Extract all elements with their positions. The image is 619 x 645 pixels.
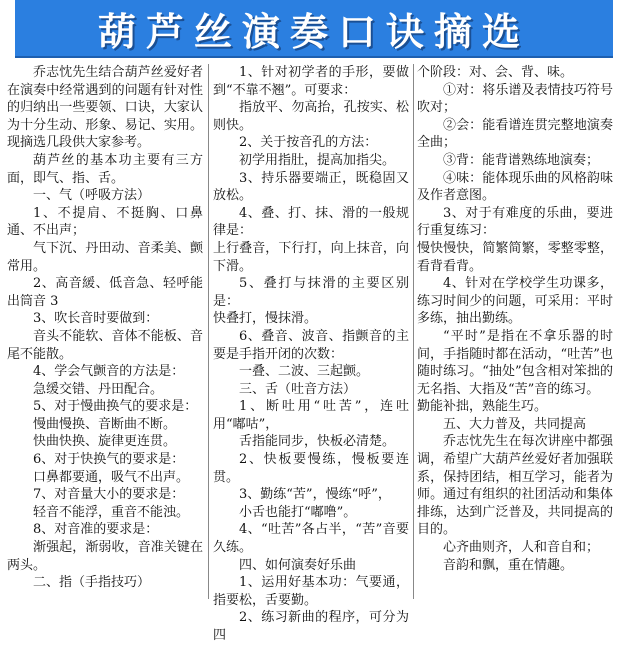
stage-dui: ①对：将乐谱及表情技巧符号吹对； bbox=[417, 82, 613, 116]
breath-rule-3-detail: 音头不能软、音体不能板、音尾不能散。 bbox=[7, 328, 203, 362]
section-heading-breath: 一、气（呼吸方法） bbox=[33, 188, 151, 204]
page-title: 葫芦丝演奏口诀摘选 bbox=[97, 9, 530, 54]
popularize-paragraph: 乔志忱先生在每次讲座中都强调，希望广大葫芦丝爱好者加强联系，保持团结，相互学习，能者为师。通过有组织的社团活动和集体排练，达到广泛普及，共同提高的目的。 bbox=[417, 434, 613, 538]
tongue-rule-4: 4、“吐苦”各占半，“苦”音要久练。 bbox=[213, 522, 409, 556]
breath-rule-1: 1、不提肩、不挺胸、口鼻通、不出声； bbox=[7, 205, 203, 239]
column-2 bbox=[213, 64, 409, 643]
finger-rule-1: 1、针对初学者的手形，要做到“不靠不翘”。可要求： bbox=[213, 65, 409, 98]
column-1 bbox=[7, 64, 203, 599]
title-banner bbox=[15, 0, 613, 58]
breath-rule-3: 3、吹长音时要做到： bbox=[33, 311, 159, 327]
breath-rule-5-detail-a: 慢曲慢换、音断曲不断。 bbox=[33, 416, 177, 432]
performance-rule-3: 3、对于有难度的乐曲，要进行重复练习： bbox=[417, 205, 613, 239]
closing-verse-1: 心齐曲则齐，人和音自和； bbox=[443, 540, 600, 556]
finger-rule-6-detail: 一叠、二波、三起颤。 bbox=[239, 364, 370, 380]
tongue-rule-2: 2、快板要慢练，慢板要连贯。 bbox=[213, 452, 409, 485]
stage-bei: ③背：能背谱熟练地演奏； bbox=[443, 152, 600, 168]
breath-rule-6-detail: 口鼻都要通，吸气不出声。 bbox=[33, 469, 190, 485]
finger-rule-4-detail: 上行叠音，下行打，向上抹音，向下滑。 bbox=[213, 240, 409, 274]
breath-rule-2: 2、高音緩、低音急、轻呼能出筒音 3 bbox=[7, 276, 203, 309]
breath-rule-4: 4、学会气颤音的方法是： bbox=[33, 364, 185, 380]
section-heading-performance: 四、如何演奏好乐曲 bbox=[239, 557, 357, 573]
breath-rule-5-detail-b: 快曲快换、旋律更连贯。 bbox=[33, 434, 177, 450]
column-divider bbox=[413, 64, 414, 599]
column-divider bbox=[208, 64, 209, 599]
finger-rule-5-detail: 快叠打，慢抹滑。 bbox=[213, 311, 318, 327]
performance-rule-2: 2、练习新曲的程序，可分为四 bbox=[213, 610, 409, 643]
finger-rule-1-detail: 指放平、勿高抬，孔按实、松则快。 bbox=[213, 100, 409, 133]
stage-hui: ②会：能看谱连贯完整地演奏全曲； bbox=[417, 117, 613, 151]
breath-rule-8: 8、对音准的要求是： bbox=[33, 522, 159, 538]
finger-rule-3: 3、持乐器要端正，既稳固又放松。 bbox=[213, 170, 409, 204]
breath-rule-7: 7、对音量大小的要求是： bbox=[33, 487, 185, 503]
tongue-rule-1: 1、断吐用“吐苦”，连吐用“嘟咕”， bbox=[213, 399, 409, 432]
performance-rule-3-detail: 慢快慢快，简繁简繁，零整零整，看背看背。 bbox=[417, 240, 613, 274]
finger-rule-2: 2、关于按音孔的方法： bbox=[239, 135, 378, 151]
breath-rule-4-detail: 急缓交错、丹田配合。 bbox=[33, 381, 164, 397]
section-heading-tongue: 三、舌（吐音方法） bbox=[239, 381, 357, 397]
finger-rule-4: 4、叠、打、抹、滑的一般规律是： bbox=[213, 205, 409, 239]
breath-rule-7-detail: 轻音不能浮，重音不能浊。 bbox=[33, 504, 190, 520]
intro-paragraph: 乔志忱先生结合葫芦丝爱好者在演奏中经常遇到的问题有针对性的归纳出一些要领、口诀，大家认为十分生动、形象、易记、实用。现摘选几段供大家参考。 bbox=[7, 65, 203, 151]
performance-rule-4-detail: “平时”是指在不拿乐器的时间，手指随时都在活动，“吐苦”也随时练习。“抽处”包含相对笨拙的无名指、大指及“苦”音的练习。 bbox=[417, 328, 613, 397]
tongue-rule-3-detail: 小舌也能打“嘟噜”。 bbox=[239, 504, 357, 520]
finger-rule-5: 5、叠打与抹滑的主要区别是： bbox=[213, 276, 409, 309]
tongue-rule-3: 3、勤练“苦”，慢练“呼”， bbox=[239, 487, 391, 503]
closing-verse-2: 音韵和飘，重在情趣。 bbox=[443, 557, 574, 573]
proverb: 勤能补拙，熟能生巧。 bbox=[417, 399, 548, 415]
stage-wei: ④味：能体现乐曲的风格韵味及作者意图。 bbox=[417, 170, 613, 204]
performance-rule-2-cont: 个阶段：对、会、背、味。 bbox=[417, 65, 574, 80]
finger-rule-2-detail: 初学用指肚，提高加指尖。 bbox=[239, 152, 396, 168]
tongue-rule-1-detail: 舌指能同步，快板必清楚。 bbox=[239, 434, 396, 450]
performance-rule-1: 1、运用好基本功：气要通，指要松，舌要勤。 bbox=[213, 575, 409, 608]
section-heading-fingers: 二、指（手指技巧） bbox=[33, 575, 151, 591]
basics-paragraph: 葫芦丝的基本功主要有三方面，即气、指、舌。 bbox=[7, 152, 203, 186]
breath-rule-8-detail: 渐强起，渐弱收，音准关键在两头。 bbox=[7, 540, 203, 573]
section-heading-popularize: 五、大力普及，共同提高 bbox=[443, 416, 587, 432]
performance-rule-4: 4、针对在学校学生功课多，练习时间少的问题，可采用：平时多练，抽出勤练。 bbox=[417, 276, 613, 327]
column-3 bbox=[417, 64, 613, 599]
breath-rule-6: 6、对于快换气的要求是： bbox=[33, 452, 185, 468]
breath-rule-5: 5、对于慢曲换气的要求是： bbox=[33, 399, 198, 415]
finger-rule-6: 6、叠音、波音、指颤音的主要是手指开闭的次数： bbox=[213, 328, 409, 362]
breath-rule-1-cont: 气下沉、丹田动、音柔美、颤常用。 bbox=[7, 240, 203, 274]
